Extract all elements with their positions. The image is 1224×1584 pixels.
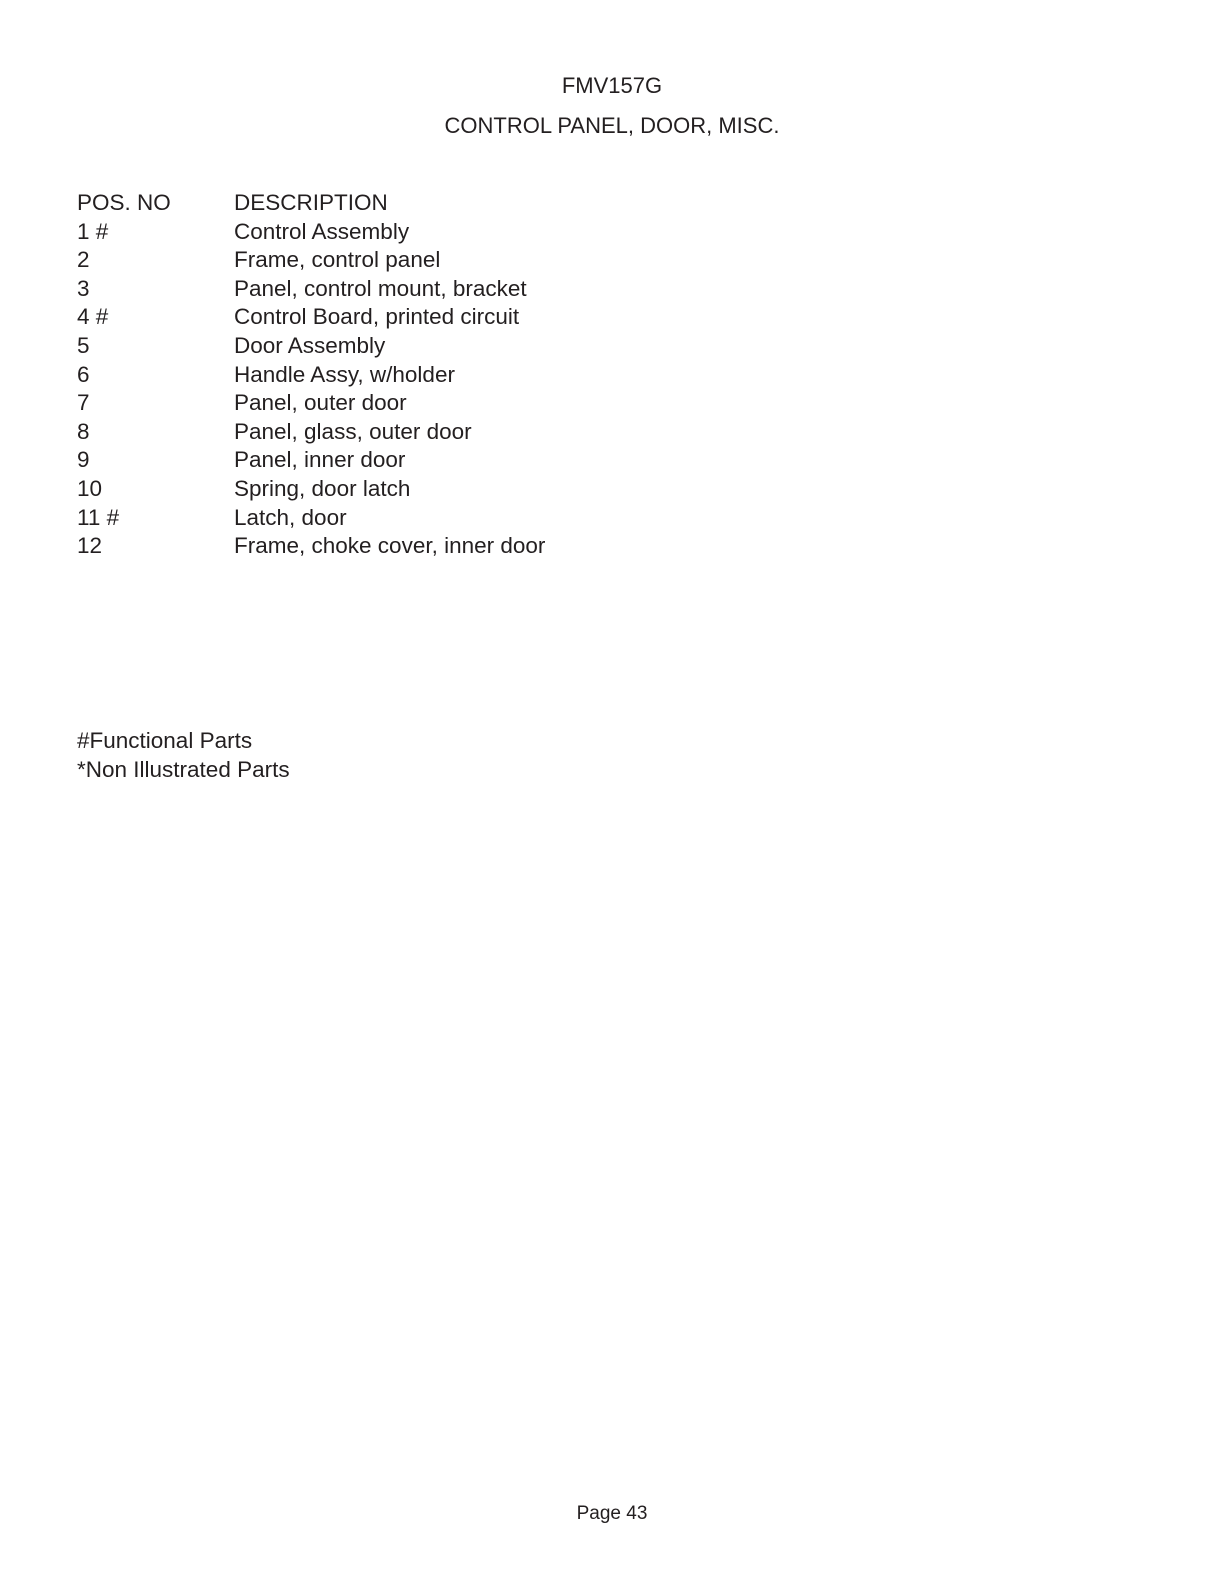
pos-no-cell: 8 xyxy=(77,418,90,444)
table-row xyxy=(77,532,545,561)
non-illustrated-parts-note: *Non Illustrated Parts xyxy=(77,757,290,782)
description-cell: Panel, glass, outer door xyxy=(234,418,472,444)
description-cell: Frame, control panel xyxy=(234,247,441,273)
pos-no-cell: 2 xyxy=(77,247,90,273)
description-cell: Latch, door xyxy=(234,504,347,530)
table-row xyxy=(77,361,545,390)
model-number: FMV157G xyxy=(561,73,663,98)
pos-no-cell: 11 # xyxy=(77,504,120,530)
table-row xyxy=(77,332,545,361)
table-header-row xyxy=(77,189,545,218)
pos-no-cell: 10 xyxy=(77,475,103,501)
table-row xyxy=(77,218,545,247)
table-row xyxy=(77,475,545,504)
column-header-description: DESCRIPTION xyxy=(234,190,388,215)
functional-parts-note: #Functional Parts xyxy=(77,728,253,753)
description-cell: Door Assembly xyxy=(234,332,386,358)
page-number: Page 43 xyxy=(576,1503,648,1524)
pos-no-cell: 5 xyxy=(77,332,90,358)
description-cell: Panel, outer door xyxy=(234,390,407,416)
pos-no-cell: 7 xyxy=(77,390,90,416)
description-cell: Frame, choke cover, inner door xyxy=(234,533,546,559)
description-cell: Control Assembly xyxy=(234,218,410,244)
pos-no-cell: 3 xyxy=(77,275,90,301)
description-cell: Control Board, printed circuit xyxy=(234,304,520,330)
table-row xyxy=(77,389,545,418)
pos-no-cell: 1 # xyxy=(77,218,109,244)
table-row xyxy=(77,418,545,447)
section-title: CONTROL PANEL, DOOR, MISC. xyxy=(444,113,780,138)
pos-no-cell: 4 # xyxy=(77,304,109,330)
table-row xyxy=(77,246,545,275)
pos-no-cell: 6 xyxy=(77,361,90,387)
table-row xyxy=(77,446,545,475)
pos-no-cell: 12 xyxy=(77,533,103,559)
table-row xyxy=(77,303,545,332)
table-row xyxy=(77,275,545,304)
pos-no-cell: 9 xyxy=(77,447,90,473)
column-header-pos-no: POS. NO xyxy=(77,190,171,215)
legend-notes xyxy=(77,726,290,784)
description-cell: Handle Assy, w/holder xyxy=(234,361,455,387)
parts-table xyxy=(77,189,545,561)
description-cell: Panel, control mount, bracket xyxy=(234,275,527,301)
table-row xyxy=(77,504,545,533)
description-cell: Spring, door latch xyxy=(234,475,411,501)
description-cell: Panel, inner door xyxy=(234,447,406,473)
